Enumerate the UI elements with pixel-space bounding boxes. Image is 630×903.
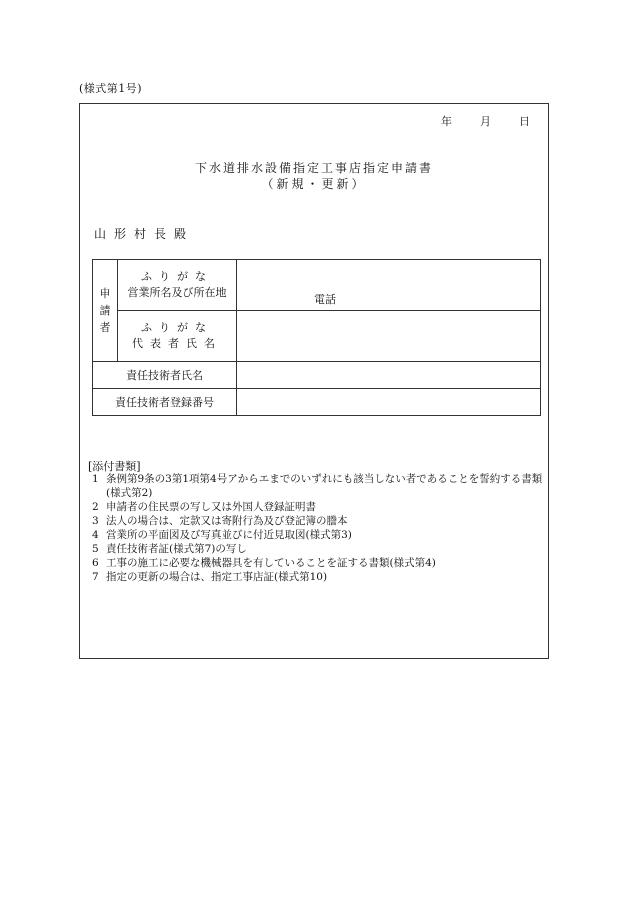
- attachment-number: 3: [92, 515, 99, 527]
- office-value-field[interactable]: [237, 260, 541, 311]
- attachments-heading: [添付書類]: [88, 460, 141, 473]
- representative-furigana: ふりがな: [141, 321, 213, 334]
- attachment-text: 申請者の住民票の写し又は外国人登録証明書: [106, 501, 316, 513]
- attachment-number: 7: [92, 571, 99, 583]
- engineer-name-field[interactable]: [237, 362, 541, 389]
- date-row: [441, 113, 530, 129]
- engineer-name-row: [93, 362, 541, 389]
- tel-label: 電話: [314, 293, 336, 306]
- applicant-group-label: [93, 260, 118, 362]
- day-label: 日: [519, 115, 530, 128]
- engineer-number-label: 責任技術者登録番号: [93, 389, 237, 416]
- application-form-frame: [79, 103, 549, 659]
- attachment-text: 条例第9条の3第1項第4号アからエまでのいずれにも該当しない者であることを誓約する書類(様式第2): [106, 473, 543, 499]
- office-row: [93, 260, 541, 311]
- attachment-text: 工事の施工に必要な機械器具を有していることを証する書類(様式第4): [106, 557, 436, 569]
- representative-label: 代表者氏名: [132, 337, 222, 350]
- attachment-number: 2: [92, 501, 99, 513]
- office-label-cell: [118, 260, 237, 311]
- attachment-number: 5: [92, 543, 99, 555]
- addressee: 山形村長殿: [94, 227, 195, 241]
- attachment-text: 法人の場合は、定款又は寄附行為及び登記簿の謄本: [106, 515, 348, 527]
- document-title: 下水道排水設備指定工事店指定申請書: [194, 161, 433, 175]
- office-furigana: ふりがな: [141, 270, 213, 283]
- document-subtitle: （新規・更新）: [261, 177, 367, 191]
- applicant-char-1: 申: [99, 287, 111, 300]
- office-label: 営業所名及び所在地: [127, 286, 227, 299]
- attachment-item: [92, 472, 544, 500]
- attachment-text: 責任技術者証(様式第7)の写し: [106, 543, 247, 555]
- year-label: 年: [441, 115, 452, 128]
- form-number-label: (様式第1号): [79, 82, 143, 95]
- representative-label-cell: [118, 311, 237, 362]
- month-label: 月: [480, 115, 491, 128]
- attachment-item: [92, 556, 544, 570]
- engineer-number-row: [93, 389, 541, 416]
- attachment-number: 1: [92, 473, 99, 485]
- representative-value-field[interactable]: [237, 311, 541, 362]
- engineer-name-label: 責任技術者氏名: [93, 362, 237, 389]
- applicant-char-2: 請: [99, 304, 111, 317]
- attachment-item: [92, 514, 544, 528]
- attachment-item: [92, 570, 544, 584]
- attachment-item: [92, 542, 544, 556]
- attachment-item: [92, 528, 544, 542]
- attachment-number: 6: [92, 557, 99, 569]
- attachments-list: [92, 472, 544, 584]
- attachment-text: 営業所の平面図及び写真並びに付近見取図(様式第3): [106, 529, 352, 541]
- attachment-item: [92, 500, 544, 514]
- applicant-table: [92, 259, 541, 416]
- applicant-char-3: 者: [99, 321, 111, 334]
- attachment-number: 4: [92, 529, 99, 541]
- engineer-number-field[interactable]: [237, 389, 541, 416]
- attachment-text: 指定の更新の場合は、指定工事店証(様式第10): [106, 571, 328, 583]
- representative-row: [93, 311, 541, 362]
